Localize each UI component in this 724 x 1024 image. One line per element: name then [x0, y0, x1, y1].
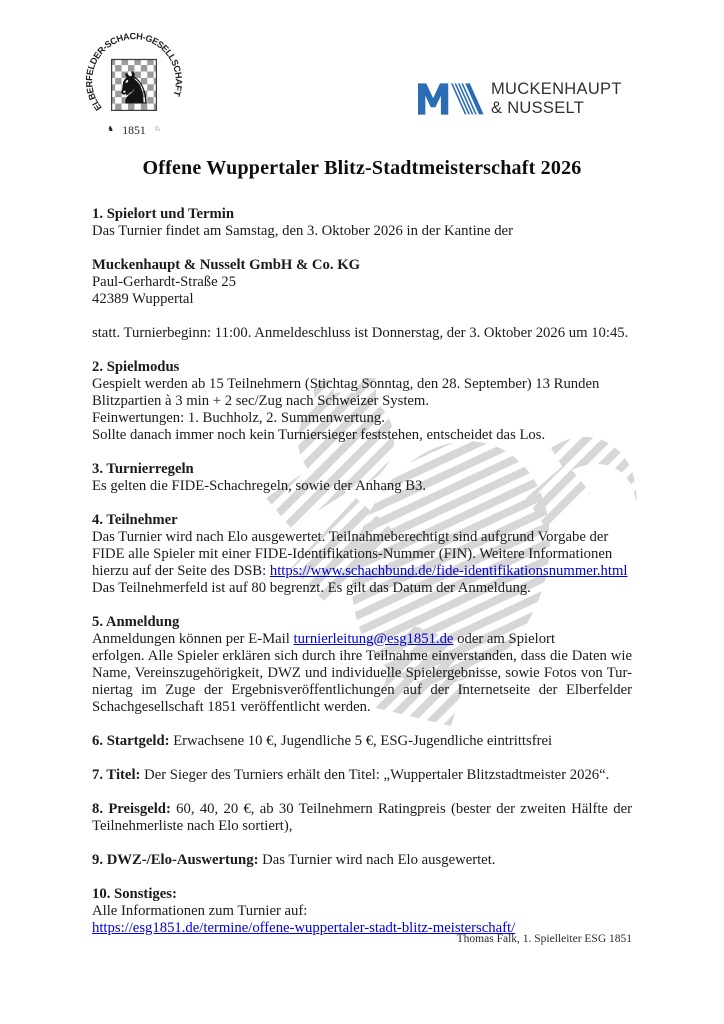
- text-run: Alle Informationen zum Turnier auf:: [92, 903, 308, 919]
- text-run: erfolgen. Alle Spieler erklären sich durch ihre Teilnahme einverstanden, dass die Daten wie: [92, 648, 632, 664]
- blank-line: [92, 784, 632, 801]
- blank-line: [92, 835, 632, 852]
- hyperlink[interactable]: https://www.schachbund.de/fide-identifikationsnummer.html: [269, 563, 628, 579]
- text-run: Das Turnier wird nach Elo ausgewertet.: [258, 852, 496, 868]
- text-run: 3. Turnierregeln: [92, 461, 194, 477]
- text-line: [92, 393, 632, 410]
- text-run: Schachgesellschaft 1851 veröffentlicht werden.: [92, 699, 371, 715]
- text-line: [92, 648, 632, 665]
- text-run: 60, 40, 20 €, ab 30 Teilnehmern Ratingpreis (bester der zweiten Hälfte der: [170, 801, 632, 817]
- text-run: 8. Preisgeld:: [92, 801, 171, 817]
- page-title: Offene Wuppertaler Blitz-Stadtmeisterschaft 2026: [142, 157, 582, 179]
- esg-ring-text: ELBERFELDER-SCHACH-GESELLSCHAFT: [84, 33, 184, 113]
- text-line: [92, 546, 632, 563]
- text-run: Name, Vereinszugehörigkeit, DWZ und individuelle Spielergebnisse, sowie Fotos von Tur-: [92, 665, 632, 681]
- text-run: Es gelten die FIDE-Schachregeln, sowie der Anhang B3.: [92, 478, 427, 494]
- text-line: [92, 257, 632, 274]
- text-run: Sollte danach immer noch kein Turniersieger feststehen, entscheidet das Los.: [92, 427, 546, 443]
- mn-logo-line2: & NUSSELT: [491, 99, 585, 117]
- text-run: 4. Teilnehmer: [92, 512, 178, 528]
- blank-line: [92, 308, 632, 325]
- text-run: 5. Anmeldung: [92, 614, 180, 630]
- text-run: 42389 Wuppertal: [92, 291, 194, 307]
- text-line: [92, 699, 632, 716]
- ornament-left-icon: ♞: [107, 123, 114, 133]
- text-line: [92, 291, 632, 308]
- text-run: Erwachsene 10 €, Jugendliche 5 €, ESG-Jugendliche eintrittsfrei: [169, 733, 553, 749]
- text-run: Paul-Gerhardt-Straße 25: [92, 274, 236, 290]
- text-run: niertag im Zuge der Ergebnisveröffentlichungen auf der Internetseite der Elberfelder: [92, 682, 632, 698]
- text-line: [92, 206, 632, 223]
- mn-company-logo: [418, 78, 622, 120]
- ornament-right-icon: ♘: [154, 123, 161, 133]
- text-run: 10. Sonstiges:: [92, 886, 177, 902]
- text-line: [92, 274, 632, 291]
- text-line: [92, 665, 632, 682]
- text-line: [92, 852, 632, 869]
- esg-club-logo: [83, 33, 185, 143]
- hyperlink[interactable]: turnierleitung@esg1851.de: [293, 631, 454, 647]
- document-body: [92, 206, 632, 937]
- text-line: [92, 614, 632, 631]
- blank-line: [92, 869, 632, 886]
- hyperlink[interactable]: https://esg1851.de/termine/offene-wuppertaler-stadt-blitz-meisterschaft/: [92, 920, 516, 936]
- text-line: [92, 427, 632, 444]
- text-line: [92, 461, 632, 478]
- text-line: [92, 359, 632, 376]
- text-line: [92, 325, 632, 342]
- blank-line: [92, 597, 632, 614]
- text-run: 9. DWZ-/Elo-Auswertung:: [92, 852, 259, 868]
- text-line: [92, 512, 632, 529]
- text-line: [92, 223, 632, 240]
- text-run: Anmeldungen können per E-Mail: [92, 631, 294, 647]
- text-run: hierzu auf der Seite des DSB:: [92, 563, 270, 579]
- text-run: FIDE alle Spieler mit einer FIDE-Identifikations-Nummer (FIN). Weitere Informationen: [92, 546, 613, 562]
- text-line: [92, 376, 632, 393]
- text-line: [92, 478, 632, 495]
- text-line: [92, 733, 632, 750]
- text-line: [92, 631, 632, 648]
- text-line: [92, 818, 632, 835]
- text-run: 7. Titel:: [92, 767, 141, 783]
- text-line: [92, 563, 632, 580]
- text-run: Gespielt werden ab 15 Teilnehmern (Stichtag Sonntag, den 28. September) 13 Runden: [92, 376, 600, 392]
- blank-line: [92, 750, 632, 767]
- blank-line: [92, 716, 632, 733]
- mn-monogram-icon: [418, 78, 484, 120]
- text-run: 2. Spielmodus: [92, 359, 180, 375]
- esg-logo-icon: [83, 33, 185, 143]
- blank-line: [92, 240, 632, 257]
- text-run: Der Sieger des Turniers erhält den Titel: „Wuppertaler Blitzstadtmeister 2026“.: [140, 767, 610, 783]
- mn-logo-line1: MUCKENHAUPT: [491, 80, 622, 98]
- text-run: Das Turnier findet am Samstag, den 3. Oktober 2026 in der Kantine der: [92, 223, 513, 239]
- blank-line: [92, 495, 632, 512]
- text-line: [92, 410, 632, 427]
- text-line: [92, 529, 632, 546]
- text-run: 1. Spielort und Termin: [92, 206, 235, 222]
- text-line: [92, 580, 632, 597]
- text-line: [92, 682, 632, 699]
- text-run: Das Teilnehmerfeld ist auf 80 begrenzt. Es gilt das Datum der Anmeldung.: [92, 580, 531, 596]
- text-line: [92, 801, 632, 818]
- text-run: 6. Startgeld:: [92, 733, 170, 749]
- text-line: [92, 903, 632, 920]
- text-line: [92, 767, 632, 784]
- footer-credit: Thomas Falk, 1. Spielleiter ESG 1851: [456, 933, 632, 945]
- text-run: Blitzpartien à 3 min + 2 sec/Zug nach Schweizer System.: [92, 393, 430, 409]
- text-line: [92, 886, 632, 903]
- text-run: Das Turnier wird nach Elo ausgewertet. Teilnahmeberechtigt sind aufgrund Vorgabe der: [92, 529, 609, 545]
- text-run: oder am Spielort: [453, 631, 556, 647]
- esg-founding-year: 1851: [122, 123, 146, 137]
- text-run: statt. Turnierbeginn: 11:00. Anmeldeschluss ist Donnerstag, der 3. Oktober 2026 um 10:45.: [92, 325, 629, 341]
- text-run: Teilnehmerliste nach Elo sortiert),: [92, 818, 293, 834]
- text-run: Feinwertungen: 1. Buchholz, 2. Summenwertung.: [92, 410, 385, 426]
- blank-line: [92, 342, 632, 359]
- text-run: Muckenhaupt & Nusselt GmbH & Co. KG: [92, 257, 361, 273]
- lion-knight-icon: ♞: [113, 61, 155, 115]
- blank-line: [92, 444, 632, 461]
